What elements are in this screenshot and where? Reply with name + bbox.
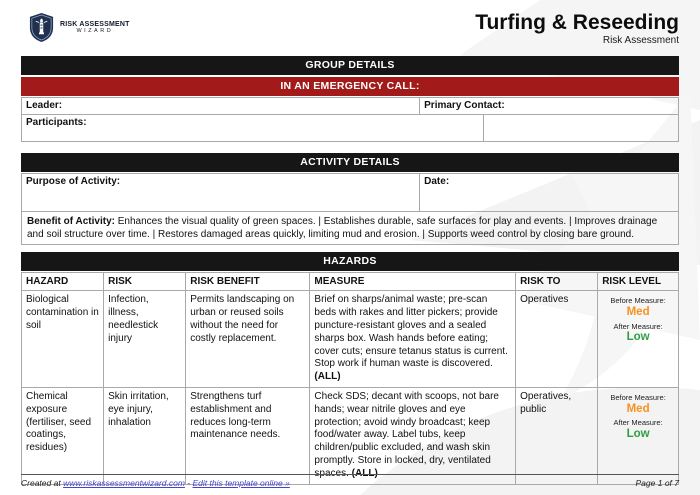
participants-table xyxy=(21,114,679,142)
table-row xyxy=(22,98,679,115)
section-header-group-details: GROUP DETAILS xyxy=(21,56,679,75)
participants-label: Participants: xyxy=(26,117,87,128)
emergency-banner: IN AN EMERGENCY CALL: xyxy=(21,77,679,96)
benefit-label: Benefit of Activity: xyxy=(27,216,115,227)
risk-to-cell: Operatives, public xyxy=(516,387,598,484)
col-header-hazard: HAZARD xyxy=(22,273,104,291)
leader-label: Leader: xyxy=(26,100,63,111)
page-number: Page 1 of 7 xyxy=(635,478,679,488)
brand-name: RISK ASSESSMENT xyxy=(60,20,130,28)
footer-credit xyxy=(21,478,290,488)
primary-contact-label: Primary Contact: xyxy=(424,100,505,111)
purpose-label: Purpose of Activity: xyxy=(26,176,121,187)
primary-contact-field xyxy=(420,98,679,115)
col-header-risk: RISK xyxy=(104,273,186,291)
leader-contact-table xyxy=(21,97,679,115)
measure-text: Check SDS; decant with scoops, not bare hands; wear nitrile gloves and eye protection; avoid windy broadcast; keep food/water away. Label tubs, keep children/public excluded, and wash skin promptly. Store in locked, dry, ventilated spaces. xyxy=(314,390,499,479)
before-measure-label: Before Measure: xyxy=(610,392,666,402)
risk-level-cell xyxy=(598,387,679,484)
section-header-hazards: HAZARDS xyxy=(21,252,679,271)
hazard-row xyxy=(22,387,679,484)
benefit-table xyxy=(21,211,679,245)
hazards-header-row xyxy=(22,273,679,291)
before-measure-value: Med xyxy=(626,402,650,415)
risk-cell: Skin irritation, eye injury, inhalation xyxy=(104,387,186,484)
brand-logo xyxy=(28,12,130,43)
before-measure-label: Before Measure: xyxy=(610,296,666,306)
section-header-activity-details: ACTIVITY DETAILS xyxy=(21,153,679,172)
participants-extra-field xyxy=(483,115,678,142)
purpose-field xyxy=(22,174,420,212)
measure-audience: (ALL) xyxy=(351,467,378,479)
measure-cell xyxy=(310,387,516,484)
measure-audience: (ALL) xyxy=(314,371,341,383)
after-measure-label: After Measure: xyxy=(613,321,663,331)
page-subtitle: Risk Assessment xyxy=(602,35,679,47)
hazards-table xyxy=(21,272,679,484)
measure-cell xyxy=(310,291,516,388)
benefit-text: Enhances the visual quality of green spaces. | Establishes durable, safe surfaces for play and events. | Improves drainage and soil structure over time. | Restores damaged areas quickly, limiting mud and erosion. | Supports weed control by closing bare ground. xyxy=(27,216,658,241)
col-header-measure: MEASURE xyxy=(310,273,516,291)
title-block xyxy=(475,12,679,46)
footer-edit-link[interactable]: Edit this template online » xyxy=(192,478,290,488)
after-measure-value: Low xyxy=(626,331,650,344)
risk-cell: Infection, illness, needlestick injury xyxy=(104,291,186,388)
before-measure-value: Med xyxy=(626,305,650,318)
hazard-row xyxy=(22,291,679,388)
risk-to-cell: Operatives xyxy=(516,291,598,388)
page-title: Turfing & Reseeding xyxy=(475,11,679,34)
footer-separator: - xyxy=(184,478,193,488)
date-field xyxy=(420,174,679,212)
measure-text: Brief on sharps/animal waste; pre-scan beds with rakes and litter pickers; provide puncture-resistant gloves and a sealed sharps box. Wash hands before eating; cover cuts; ensure tetanus status is current. Stop work if human waste is discovered. xyxy=(314,294,508,370)
col-header-risk-level: RISK LEVEL xyxy=(598,273,679,291)
page-footer xyxy=(21,474,679,488)
date-label: Date: xyxy=(424,176,450,187)
after-measure-value: Low xyxy=(626,427,650,440)
table-row xyxy=(22,212,679,245)
page-header xyxy=(21,12,679,48)
hazard-cell: Chemical exposure (fertiliser, seed coatings, residues) xyxy=(22,387,104,484)
leader-field xyxy=(22,98,420,115)
risk-benefit-cell: Strengthens turf establishment and reduces long-term maintenance needs. xyxy=(186,387,310,484)
col-header-risk-benefit: RISK BENEFIT xyxy=(186,273,310,291)
col-header-risk-to: RISK TO xyxy=(516,273,598,291)
benefit-field xyxy=(22,212,679,245)
table-row xyxy=(22,115,679,142)
risk-level-cell xyxy=(598,291,679,388)
footer-created-prefix: Created at xyxy=(21,478,64,488)
table-row xyxy=(22,174,679,212)
brand-subname: WIZARD xyxy=(76,28,114,35)
participants-field xyxy=(22,115,484,142)
after-measure-label: After Measure: xyxy=(613,418,663,428)
purpose-date-table xyxy=(21,173,679,212)
brand-logo-text xyxy=(60,21,130,35)
risk-benefit-cell: Permits landscaping on urban or reused soils without the need for costly replacement. xyxy=(186,291,310,388)
hazard-cell: Biological contamination in soil xyxy=(22,291,104,388)
shield-lighthouse-icon xyxy=(28,12,55,43)
footer-site-link[interactable]: www.riskassessmentwizard.com xyxy=(63,478,185,488)
